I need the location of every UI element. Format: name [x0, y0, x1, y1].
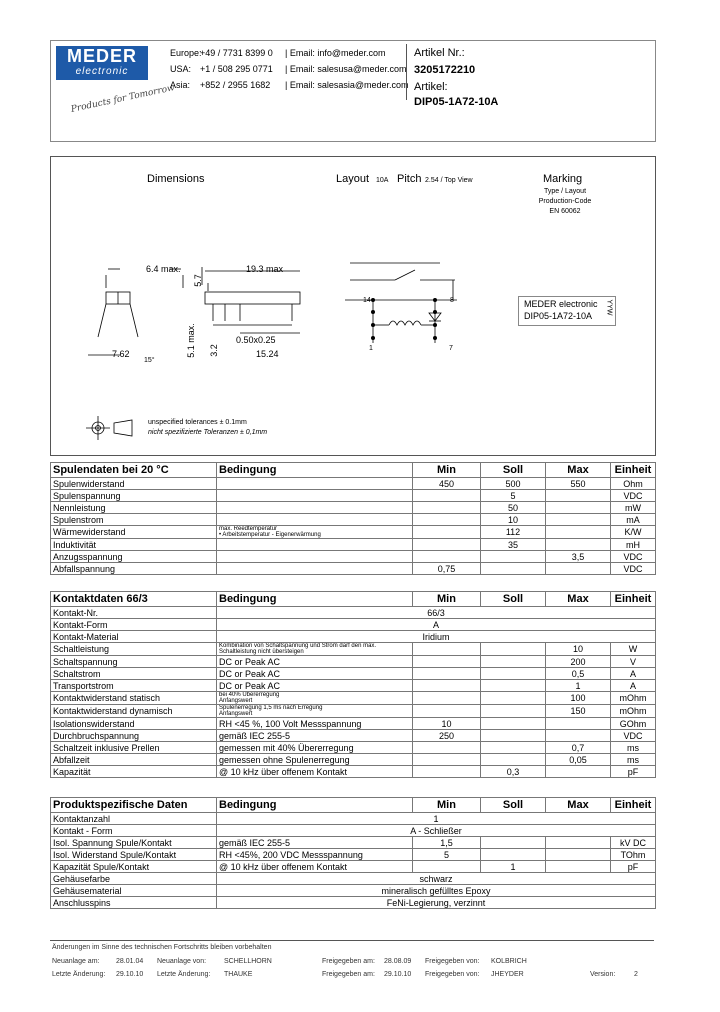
table-row [51, 551, 656, 563]
table-cell: Kontaktwiderstand dynamisch [51, 705, 217, 718]
dim-7-62: 7.62 [112, 349, 130, 359]
table-cell [481, 563, 546, 575]
table-cell [413, 656, 481, 668]
table-cell [413, 705, 481, 718]
header-cell: Max [546, 592, 611, 607]
header-cell: Bedingung [217, 592, 413, 607]
table-cell: TOhm [611, 849, 656, 861]
letzte-von-label: Letzte Änderung: [157, 971, 211, 978]
table-cell [546, 730, 611, 742]
table-row [51, 607, 656, 619]
table-cell: 550 [546, 478, 611, 490]
table-cell: A [217, 619, 656, 631]
pitch-label: Pitch [397, 173, 422, 185]
table-row [51, 718, 656, 730]
freigegeben1-von-label: Freigegeben von: [425, 958, 480, 965]
dim-5-7: 5.7 [192, 274, 203, 287]
table-cell [217, 502, 413, 514]
table-cell: 10 [481, 514, 546, 526]
logo-bottom-text: electronic [75, 66, 129, 77]
table-cell: 1 [546, 680, 611, 692]
artikel-value: DIP05-1A72-10A [414, 96, 499, 108]
tolerance-en: unspecified tolerances ± 0.1mm [148, 419, 247, 426]
table-cell: Anzugsspannung [51, 551, 217, 563]
table-cell: V [611, 656, 656, 668]
table-cell: Kontakt-Form [51, 619, 217, 631]
neuanlage-von-label: Neuanlage von: [157, 958, 207, 965]
contact-data-table [50, 591, 656, 778]
slogan-signature: Products for Tomorrow [70, 83, 176, 115]
layout-title: Layout [336, 173, 370, 185]
table-cell: pF [611, 861, 656, 873]
marking-box-line-2: DIP05-1A72-10A [524, 311, 593, 321]
table-cell [413, 742, 481, 754]
table-cell: Kontakt - Form [51, 825, 217, 837]
dim-5-1: 5.1 max. [185, 323, 196, 358]
table-cell [217, 478, 413, 490]
header-cell: Min [413, 592, 481, 607]
table-row [51, 897, 656, 909]
table-cell: gemessen mit 40% Übererregung [217, 742, 413, 754]
marking-title: Marking [543, 173, 583, 185]
marking-box-line-1: MEDER electronic [524, 299, 598, 309]
table-cell: 0,3 [481, 766, 546, 778]
table-cell: 250 [413, 730, 481, 742]
table-cell: Spulenerregung 1,5 ms nach Erregung Anfangswert [217, 705, 413, 718]
table-cell [546, 526, 611, 539]
table-cell: W [611, 643, 656, 656]
marking-line-1: Type / Layout [543, 188, 587, 195]
table-cell [481, 837, 546, 849]
table-row [51, 619, 656, 631]
table-cell: Transportstrom [51, 680, 217, 692]
header-cell: Einheit [611, 592, 656, 607]
table-cell: 0,5 [546, 668, 611, 680]
header-cell: Bedingung [217, 463, 413, 478]
table-cell: A [611, 668, 656, 680]
contact-europe-region: Europe: [170, 48, 202, 58]
table-cell [413, 680, 481, 692]
table-cell: VDC [611, 490, 656, 502]
table-row [51, 668, 656, 680]
table-cell: max. Reedtemperatur • Arbeitstemperatur - Eigenerwärmung [217, 526, 413, 539]
contact-asia-email[interactable]: | Email: salesasia@meder.com [285, 80, 409, 90]
letzte-label: Letzte Änderung: [52, 971, 106, 978]
artikel-label: Artikel: [414, 81, 448, 93]
table-cell [413, 692, 481, 705]
table-row [51, 885, 656, 897]
table-cell: kV DC [611, 837, 656, 849]
table-cell: 112 [481, 526, 546, 539]
table-row [51, 742, 656, 754]
tolerance-de: nicht spezifizierte Toleranzen ± 0,1mm [148, 429, 268, 436]
table-cell [413, 643, 481, 656]
freigegeben1-date: 28.08.09 [384, 958, 412, 965]
table-cell: Anschlusspins [51, 897, 217, 909]
table-cell [481, 849, 546, 861]
table-cell [546, 718, 611, 730]
table-row [51, 539, 656, 551]
product-data-body [51, 813, 656, 909]
table-row [51, 730, 656, 742]
table-cell [413, 754, 481, 766]
table-cell: VDC [611, 551, 656, 563]
table-cell: 10 [546, 643, 611, 656]
table-cell: Spulenstrom [51, 514, 217, 526]
table-cell: Gehäusefarbe [51, 873, 217, 885]
table-cell: 1 [481, 861, 546, 873]
table-row [51, 680, 656, 692]
freigegeben1-label: Freigegeben am: [322, 958, 375, 965]
table-cell [481, 692, 546, 705]
dim-19-3: 19.3 max [246, 264, 284, 274]
table-cell: Spulenwiderstand [51, 478, 217, 490]
table-cell: Schaltleistung [51, 643, 217, 656]
table-cell [217, 539, 413, 551]
table-cell: ms [611, 754, 656, 766]
table-cell [481, 656, 546, 668]
header-cell: Einheit [611, 798, 656, 813]
table-cell [481, 680, 546, 692]
pitch-value: 2.54 / Top View [425, 177, 473, 184]
artikel-nr-label: Artikel Nr.: [414, 47, 465, 59]
table-cell: Nennleistung [51, 502, 217, 514]
table-cell: 5 [481, 490, 546, 502]
table-row [51, 849, 656, 861]
table-row [51, 705, 656, 718]
neuanlage-date: 28.01.04 [116, 958, 144, 965]
footer-note: Änderungen im Sinne des technischen Fortschritts bleiben vorbehalten [52, 944, 272, 951]
table-cell: Kombination von Schaltspannung und Strom darf den max. Schaltleistung nicht übersteigen [217, 643, 413, 656]
table-cell [481, 643, 546, 656]
table-row [51, 766, 656, 778]
header-cell: Produktspezifische Daten [51, 798, 217, 813]
table-cell: DC or Peak AC [217, 656, 413, 668]
table-cell [413, 861, 481, 873]
marking-line-2: Production-Code [538, 198, 592, 205]
table-cell: gemessen ohne Spulenerregung [217, 754, 413, 766]
table-cell: DC or Peak AC [217, 680, 413, 692]
table-cell: Abfallspannung [51, 563, 217, 575]
table-cell: mW [611, 502, 656, 514]
table-cell: Induktivität [51, 539, 217, 551]
table-row [51, 692, 656, 705]
table-cell: RH <45 %, 100 Volt Messspannung [217, 718, 413, 730]
version-value: 2 [634, 971, 638, 978]
table-cell [217, 514, 413, 526]
table-cell: 200 [546, 656, 611, 668]
table-cell: Wärmewiderstand [51, 526, 217, 539]
table-cell [546, 563, 611, 575]
table-cell: Kapazität [51, 766, 217, 778]
table-cell: 1,5 [413, 837, 481, 849]
freigegeben2-von-label: Freigegeben von: [425, 971, 480, 978]
table-row [51, 502, 656, 514]
contact-data-body [51, 607, 656, 778]
table-cell: @ 10 kHz über offenem Kontakt [217, 766, 413, 778]
table-cell [217, 551, 413, 563]
contact-usa-phone: +1 / 508 295 0771 [200, 64, 273, 74]
table-cell: 35 [481, 539, 546, 551]
table-cell [546, 849, 611, 861]
contact-usa-email[interactable]: | Email: salesusa@meder.com [285, 64, 407, 74]
table-cell [481, 730, 546, 742]
header-cell: Spulendaten bei 20 °C [51, 463, 217, 478]
pin-8: 8 [450, 297, 454, 304]
table-cell: 0,05 [546, 754, 611, 766]
table-cell [546, 502, 611, 514]
table-row [51, 837, 656, 849]
table-row [51, 490, 656, 502]
projection-symbol-icon [86, 414, 138, 444]
header-cell: Soll [481, 463, 546, 478]
contact-europe-email[interactable]: | Email: info@meder.com [285, 48, 386, 58]
table-cell: Ohm [611, 478, 656, 490]
header-cell: Soll [481, 592, 546, 607]
table-cell: mOhm [611, 705, 656, 718]
table-row [51, 656, 656, 668]
table-cell: DC or Peak AC [217, 668, 413, 680]
table-row [51, 631, 656, 643]
table-cell: 1 [217, 813, 656, 825]
header-cell: Min [413, 798, 481, 813]
letzte-von: THAUKE [224, 971, 253, 978]
table-header-row [51, 798, 656, 813]
footer-divider [50, 940, 654, 941]
table-cell: @ 10 kHz über offenem Kontakt [217, 861, 413, 873]
marking-box-side: YYW [605, 299, 613, 316]
table-cell: 3,5 [546, 551, 611, 563]
table-cell: Spulenspannung [51, 490, 217, 502]
table-cell: mH [611, 539, 656, 551]
freigegeben2-von: JHEYDER [491, 971, 524, 978]
freigegeben1-von: KOLBRICH [491, 958, 527, 965]
table-cell [413, 551, 481, 563]
table-cell: Kontaktwiderstand statisch [51, 692, 217, 705]
table-cell: 450 [413, 478, 481, 490]
table-cell [481, 551, 546, 563]
dim-6-4: 6.4 max. [146, 264, 181, 274]
table-cell: Abfallzeit [51, 754, 217, 766]
table-cell: 500 [481, 478, 546, 490]
table-cell: A - Schließer [217, 825, 656, 837]
table-cell: Schaltspannung [51, 656, 217, 668]
table-row [51, 813, 656, 825]
dim-0-50: 0.50x0.25 [236, 335, 276, 345]
table-cell: schwarz [217, 873, 656, 885]
dimensions-title: Dimensions [147, 173, 205, 185]
header-cell: Kontaktdaten 66/3 [51, 592, 217, 607]
table-cell: Schaltzeit inklusive Prellen [51, 742, 217, 754]
table-cell: mineralisch gefülltes Epoxy [217, 885, 656, 897]
table-cell: 5 [413, 849, 481, 861]
artikel-nr-value: 3205172210 [414, 64, 476, 76]
contact-asia-phone: +852 / 2955 1682 [200, 80, 271, 90]
table-cell [413, 514, 481, 526]
table-cell [481, 668, 546, 680]
table-row [51, 754, 656, 766]
table-cell: K/W [611, 526, 656, 539]
table-cell: A [611, 680, 656, 692]
table-cell: 0,7 [546, 742, 611, 754]
letzte-date: 29.10.10 [116, 971, 144, 978]
table-cell [413, 490, 481, 502]
table-cell [546, 861, 611, 873]
table-cell [413, 502, 481, 514]
table-cell: mOhm [611, 692, 656, 705]
table-cell: 50 [481, 502, 546, 514]
table-row [51, 643, 656, 656]
dim-15-deg: 15° [144, 357, 155, 364]
table-cell: Isol. Widerstand Spule/Kontakt [51, 849, 217, 861]
table-row [51, 861, 656, 873]
table-cell: Schaltstrom [51, 668, 217, 680]
pin-7: 7 [449, 345, 453, 352]
table-cell [413, 668, 481, 680]
table-cell: 10 [413, 718, 481, 730]
table-header-row [51, 463, 656, 478]
table-cell: Isolationswiderstand [51, 718, 217, 730]
pin-1: 1 [369, 345, 373, 352]
table-cell: RH <45%, 200 VDC Messspannung [217, 849, 413, 861]
table-cell: Kontaktanzahl [51, 813, 217, 825]
table-row [51, 825, 656, 837]
dim-15-24: 15.24 [256, 349, 279, 359]
contact-asia-region: Asia: [170, 80, 191, 90]
layout-code: 10A [376, 177, 389, 184]
table-cell: 0,75 [413, 563, 481, 575]
table-cell: mA [611, 514, 656, 526]
header-cell: Einheit [611, 463, 656, 478]
header-cell: Max [546, 798, 611, 813]
marking-line-3: EN 60062 [549, 208, 581, 215]
table-cell [217, 490, 413, 502]
header-cell: Bedingung [217, 798, 413, 813]
table-cell: VDC [611, 563, 656, 575]
table-row [51, 563, 656, 575]
table-cell: gemäß IEC 255-5 [217, 837, 413, 849]
table-cell: VDC [611, 730, 656, 742]
neuanlage-label: Neuanlage am: [52, 958, 100, 965]
neuanlage-von: SCHELLHORN [224, 958, 272, 965]
table-cell [481, 742, 546, 754]
freigegeben2-date: 29.10.10 [384, 971, 412, 978]
table-cell: ms [611, 742, 656, 754]
table-cell: gemäß IEC 255-5 [217, 730, 413, 742]
table-cell [546, 766, 611, 778]
table-cell: FeNi-Legierung, verzinnt [217, 897, 656, 909]
table-cell: 66/3 [217, 607, 656, 619]
table-cell: GOhm [611, 718, 656, 730]
logo-top-text: MEDER [66, 46, 137, 66]
table-cell: Durchbruchspannung [51, 730, 217, 742]
header-divider [406, 44, 407, 100]
coil-data-body [51, 478, 656, 575]
table-row [51, 514, 656, 526]
table-cell [546, 490, 611, 502]
table-cell [413, 539, 481, 551]
table-cell: Isol. Spannung Spule/Kontakt [51, 837, 217, 849]
header-cell: Soll [481, 798, 546, 813]
freigegeben2-label: Freigegeben am: [322, 971, 375, 978]
table-cell [546, 539, 611, 551]
table-row [51, 873, 656, 885]
table-cell: 150 [546, 705, 611, 718]
table-cell [481, 718, 546, 730]
version-label: Version: [590, 971, 616, 978]
table-cell: Gehäusematerial [51, 885, 217, 897]
table-cell: Kontakt-Nr. [51, 607, 217, 619]
product-data-table [50, 797, 656, 909]
table-cell [413, 766, 481, 778]
table-cell: bei 40% Übererregung Anfangswert [217, 692, 413, 705]
table-row [51, 526, 656, 539]
dim-3-2: 3.2 [208, 344, 219, 357]
pin-14: 14 [363, 297, 371, 304]
table-cell: Iridium [217, 631, 656, 643]
table-row [51, 478, 656, 490]
header-cell: Max [546, 463, 611, 478]
table-cell [481, 705, 546, 718]
meder-logo [56, 46, 148, 80]
header-cell: Min [413, 463, 481, 478]
contact-usa-region: USA: [170, 64, 192, 74]
table-cell [546, 837, 611, 849]
table-cell [217, 563, 413, 575]
table-cell [546, 514, 611, 526]
coil-data-table [50, 462, 656, 575]
table-cell: pF [611, 766, 656, 778]
layout-schematic [345, 255, 460, 355]
table-cell: Kontakt-Material [51, 631, 217, 643]
table-cell [413, 526, 481, 539]
contact-europe-phone: +49 / 7731 8399 0 [200, 48, 273, 58]
table-cell: 100 [546, 692, 611, 705]
table-cell [481, 754, 546, 766]
table-cell: Kapazität Spule/Kontakt [51, 861, 217, 873]
table-header-row [51, 592, 656, 607]
